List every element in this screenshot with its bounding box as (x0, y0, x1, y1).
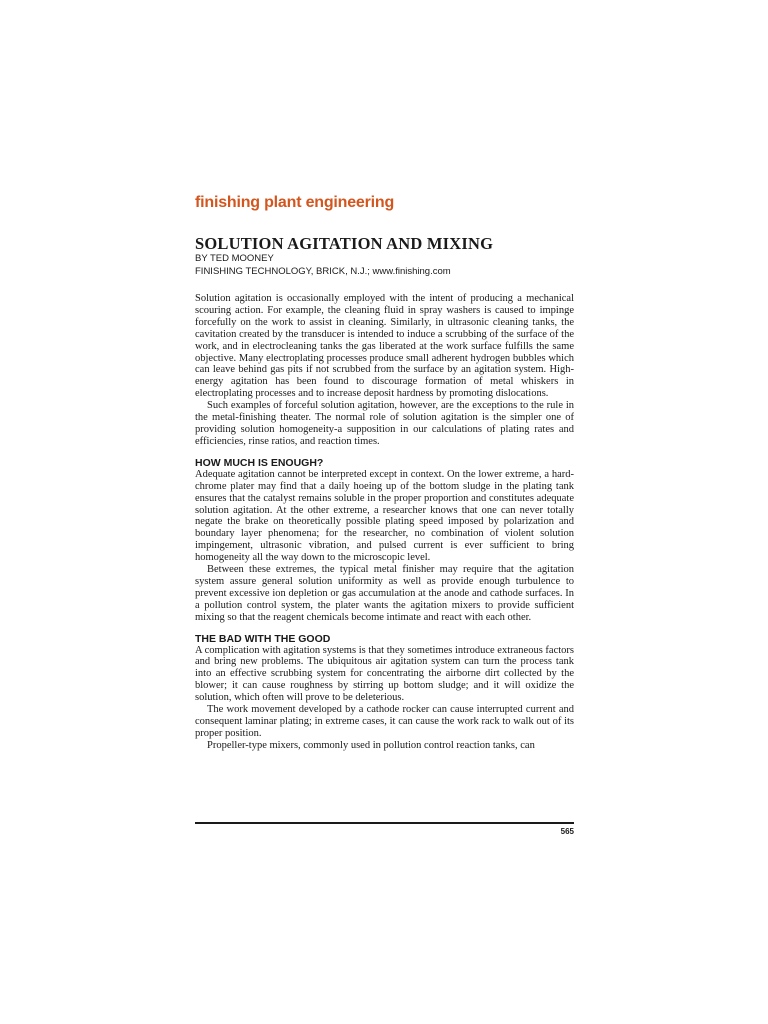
article-title: SOLUTION AGITATION AND MIXING (195, 234, 494, 253)
byline (195, 253, 451, 278)
subheading-bad-with-good: THE BAD WITH THE GOOD (195, 632, 331, 645)
page-number: 565 (560, 827, 574, 836)
paragraph: Between these extremes, the typical metal finisher may require that the agitation system assure general solution uniformity as well as provide enough turbulence to prevent excessive ion depletion or gas accumulation at the anode and cathode surfaces. In a pollution control system, the plater wants the agitation mixers to provide sufficient mixing so that the reagent chemicals become intimate and react with each other. (195, 564, 574, 623)
paragraph: Solution agitation is occasionally employed with the intent of producing a mechanical scouring action. For example, the cleaning fluid in spray washers is caused to impinge forcefully on the work to assist in cleaning. Similarly, in ultrasonic cleaning tanks, the cavitation created by the transducer is intended to induce a scrubbing of the surface of the work, and in electrocleaning tanks the gas liberated at the work surface fulfills the same objective. Many electroplating processes produce small adherent hydrogen bubbles which can leave behind gas pits if not scrubbed from the surface by an agitation system. High-energy agitation has been found to discourage formation of metal whiskers in electroplating processes and to increase deposit hardness by promoting dislocations. (195, 293, 574, 400)
paragraph: A complication with agitation systems is that they sometimes introduce extraneous factors and bring new problems. The ubiquitous air agitation system can turn the process tank into an effective scrubbing system for concentrating the airborne dirt collected by the blower; it can cause roughness by stirring up bottom sludge; and it will oxidize the solution, which often will prove to be deleterious. (195, 644, 574, 704)
subheading-how-much: HOW MUCH IS ENOUGH? (195, 456, 324, 469)
footer-rule (195, 822, 574, 824)
affiliation-line: FINISHING TECHNOLOGY, BRICK, N.J.; www.finishing.com (195, 265, 451, 277)
article-body (195, 293, 574, 752)
paragraph: Such examples of forceful solution agitation, however, are the exceptions to the rule in the metal-finishing theater. The normal role of solution agitation is the simpler one of providing solution homogeneity-a supposition in our calculations of plating rates and efficiencies, rinse ratios, and reaction times. (195, 400, 574, 447)
author-line: BY TED MOONEY (195, 253, 274, 264)
section-label: finishing plant engineering (195, 194, 395, 211)
paragraph: Propeller-type mixers, commonly used in pollution control reaction tanks, can (207, 739, 535, 751)
paragraph: Adequate agitation cannot be interpreted except in context. On the lower extreme, a hard-chrome plater may find that a daily hoeing up of the bottom sludge in the plating tank ensures that the catalyst remains soluble in the proper proportion and constitutes adequate solution agitation. At the other extreme, a researcher knows that one can never totally negate the brake on theoretically possible plating speed imposed by polarization and boundary layer phenomena; for the researcher, no combination of violent solution impingement, ultrasonic vibration, and pulsed current is ever sufficient to bring homogeneity all the way down to the microscopic level. (195, 468, 574, 564)
paragraph: The work movement developed by a cathode rocker can cause interrupted current and consequent laminar plating; in extreme cases, it can cause the work rack to walk out of its proper position. (195, 704, 574, 739)
